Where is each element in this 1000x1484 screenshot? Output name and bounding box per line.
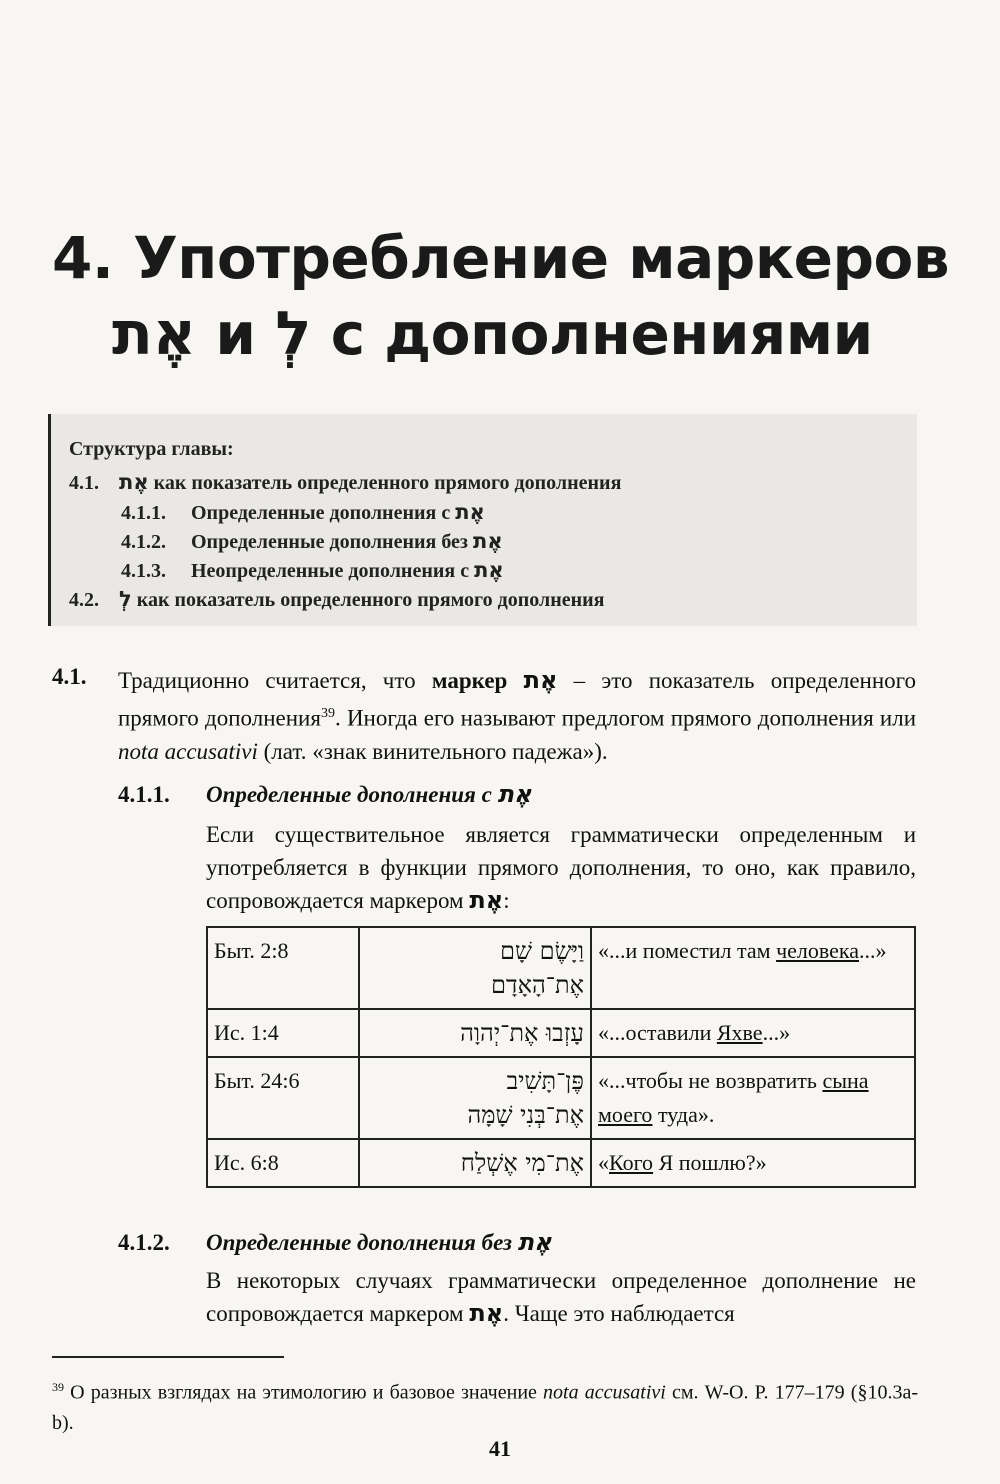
chapter-structure-box [48,414,917,626]
structure-item: 4.2. לְ как показатель определенного прямого дополнения [69,587,605,611]
section-4-1-paragraph: Традиционно считается, что маркер אֶת – это показатель определенного прямого дополнения$^{39}$. Иногда его называют предлогом прямого дополнения или nota accusativi (лат. «знак винительного падежа»). [118,666,917,764]
table-row [207,1009,915,1057]
hebrew-text: אֶת־מִי אֶשְׁלַח [359,1139,591,1187]
table-row [207,1139,915,1187]
translation: «Кого Я пошлю?» [591,1139,915,1187]
chapter-title-line1: 4. Употребление маркеров [52,224,950,292]
hebrew-text: פֶּן־תָּשִׁיב אֶת־בְּנִי שָׁמָּה [359,1057,591,1139]
translation: «...оставили Яхве...» [591,1009,915,1057]
footnote-divider [52,1356,284,1358]
translation: «...чтобы не возвратить сына моего туда». [591,1057,915,1139]
hebrew-et: אֶת [112,299,196,369]
subsection-heading: 4.1.2. Определенные дополнения без אֶת [118,1228,552,1256]
hebrew-text: וַיָּשֶׂם שָׁם אֶת־הָאָדָם [359,927,591,1009]
hebrew-le: לְ [275,299,312,369]
structure-item: 4.1.2. Определенные дополнения без אֶת [121,529,503,553]
hebrew-text: עָזְבוּ אֶת־יְהוָה [359,1009,591,1057]
examples-table [206,926,916,1188]
chapter-title-rest: с дополнениями [330,300,873,368]
section-number: 4.1. [52,664,87,689]
table-row [207,927,915,1009]
section-4-1-2-paragraph: В некоторых случаях грамматически определенное дополнение не сопровождается маркером אֶת. Чаще это наблюдается [206,1268,916,1327]
verse-reference: Ис. 6:8 [207,1139,359,1187]
structure-title: Структура главы: [69,438,234,460]
subsection-heading: 4.1.1. Определенные дополнения с אֶת [118,780,532,808]
verse-reference: Быт. 24:6 [207,1057,359,1139]
chapter-title-line2 [52,296,952,372]
structure-item: 4.1. אֶת как показатель определенного прямого дополнения [69,470,622,494]
page-number: 41 [489,1436,511,1461]
structure-item: 4.1.3. Неопределенные дополнения с אֶת [121,558,504,582]
structure-item: 4.1.1. Определенные дополнения с אֶת [121,500,485,524]
chapter-title [52,220,952,372]
footnote-ref: 39 [320,706,335,721]
footnote: $^{39}$ О разных взглядах на этимологию и базовое значение nota accusativi см. W-O. P. 177–179 (§10.3a-b). [52,1380,918,1434]
section-4-1-1-paragraph: Если существительное является грамматически определенным и употребляется в функции прямого дополнения, то оно, как правило, сопровождается маркером אֶת: [206,822,916,914]
translation: «...и поместил там человека...» [591,927,915,1009]
verse-reference: Быт. 2:8 [207,927,359,1009]
verse-reference: Ис. 1:4 [207,1009,359,1057]
chapter-title-and: и [215,300,256,368]
table-row [207,1057,915,1139]
